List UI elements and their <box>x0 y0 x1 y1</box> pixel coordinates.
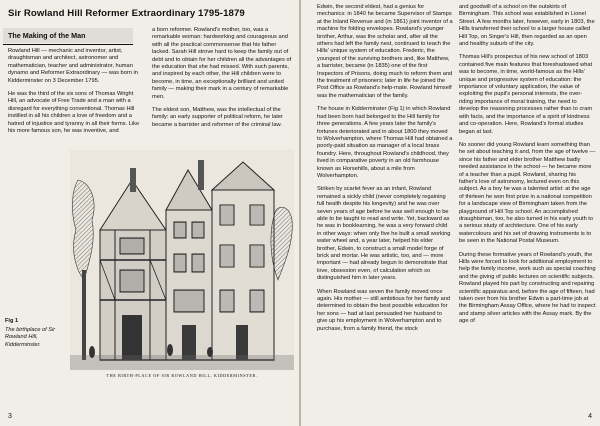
paragraph: Edwin, the second eldest, had a genius for mechanics: in 1840 he became Supervisor of Stamps at the Inland Revenue and (in 1861) joint inventor of a machine for folding envelopes. Rowland's younger brother, Arthur, was the scholar and, after all the others had left the family nest, continued to teach the Hills' unique system of education. Frederic, the youngest of the surviving brothers and, like Matthew, a barrister, became (in 1835) one of the first Inspectors of Prisons, doing much to reform them and the treatment of prisoners; later in life he joined the Post Office as Rowland's help-mate. Rowland himself was the mathematician of the family. <box>317 4 453 99</box>
paragraph: Thomas Hill's prospectus of his new school of 1803 contained five main features that foreshadowed what was to become, in time, world-famous as the Hills' unique and progressive system of education: the importance of voluntary application, the value of exploiting the pupil's personal interests, the over-riding importance of moral training, the need to develop the reasoning processes rather than to cram with facts, and the importance of a spirit of kindness and co-operation. Here, Rowland's formal studies began at last. <box>459 54 593 135</box>
engraving-caption: THE BIRTH-PLACE OF SIR ROWLAND HILL, KIDDERMINSTER. <box>106 373 258 378</box>
page-number: 3 <box>8 413 12 420</box>
section-rule <box>3 44 133 45</box>
paragraph: Rowland Hill — mechanic and inventor, artist, draughtsman and architect, astronomer and mathematician, teacher and administrator, human dynamo and Reformer Extraordinary — was born in Kidderminster on 3 December 1795. <box>8 48 138 84</box>
figure-caption-text: The birthplace of Sir Rowland Hill, Kidderminster. <box>5 327 56 348</box>
paragraph: No sooner did young Rowland learn something than he set about teaching it and, from the age of twelve — since his father and elder brother Matthew badly needed assistance in the school — he became more of a teacher than a pupil. Rowland, sharing his father's love of astronomy, lectured even on this subject. As a boy he was a talented artist: at the age of thirteen he won first prize in a national competition for a landscape view of Birmingham taken from the playground of Hill Top school. An accomplished draughtsman, too, he also turned in his early youth to a serious study of architecture. One of his early watercolours and his set of drawing instruments is to be seen in the National Postal Museum. <box>459 141 596 245</box>
paragraph: Striken by scarlet fever as an infant, Rowland remained a sickly child (never completely regaining full health despite his longevity) and he was over seven years of age before he was well enough to be able to be taught to read and write. Yet, backward as he was in booklearning, he was a very forward child in other ways: when only five he built a small working water wheel and, a year later, helped his elder brother, Edwin, to construct a small model forge of brick and mortar. He was artistic, too, and — more important — had already begun to demonstrate that love, obsession even, of calculation which so distinguished him in later years. <box>317 186 451 282</box>
paragraph: He was the third of the six sons of Thomas Wright Hill, an advocate of Free Trade and a man with a disregard for everything conventional. Thomas Hill instilled in all his children a love of freedom and a hatred of injustice and tyranny in all their forms. Like his more famous son, he was inventive, and <box>8 91 140 135</box>
paragraph: During these formative years of Rowland's youth, the Hills were forced to look for additional employment to help the family income, work such as special coaching and the giving of public lectures on scientific subjects. Rowland played his part by constructing and repairing scientific apparatus and, before the age of fifteen, had taken over from his brother Edwin a part-time job at the Birmingham Assay Office, where he had to inspect and stamp silver articles with the Assay mark. By the age of <box>459 251 596 325</box>
paragraph: and goodwill of a school on the outskirts of Birmingham. This school was established in Lionel Street. A few months later, however, early in 1803, the Hills transferred their school to a larger house called Hill Top, on Singer's Hill, then regarded as an open and healthy suburb of the city. <box>459 4 595 48</box>
paragraph: a born reformer. Rowland's mother, too, was a remarkable woman: hardworking and courageous and with all the practical commonsense that his father lacked. Sarah Hill strove hard to keep the family out of debt and to obtain for her children all the advantages of the education that she had missed. With such parents, and inspired by each other, the Hill children were to become, in time, an exceptionally brilliant and united family — making their mark in a century of remarkable men. <box>152 27 292 100</box>
left-column-1 <box>8 48 143 141</box>
paragraph: The eldest son, Matthew, was the intellectual of the family: an early supporter of political reform, he later became a barrister and reformer of the criminal law. <box>152 107 283 128</box>
page-number: 4 <box>588 413 592 420</box>
right-column-1 <box>317 4 453 339</box>
paragraph: The house in Kidderminster (Fig 1) in which Rowland had been born had belonged to the Hill family for three generations. A few years later the family's fortunes deteriorated and in about 1800 they moved to Wolverhampton, where Thomas Hill had obtained a poorly-paid situation as manager of a local brass foundry. Here, throughout Rowland's childhood, they lived in comparative poverty in an old farmhouse known as Horsehills, about a mile from Wolverhampton. <box>317 106 453 179</box>
figure-caption <box>5 318 63 349</box>
article-title: Sir Rowland Hill Reformer Extraordinary 1795-1879 <box>8 8 245 19</box>
birthplace-engraving <box>70 150 294 380</box>
section-heading: The Making of the Man <box>8 31 86 40</box>
figure-label: Fig 1 <box>5 318 19 324</box>
left-page <box>0 0 299 426</box>
paragraph: When Rowland was seven the family moved once again. His mother — still ambitious for her family and determined to obtain the best possible education for her sons — had at last persuaded her husband to give up his employment in Wolverhampton and to purchase, from a family friend, the stock <box>317 288 451 332</box>
right-page <box>301 0 600 426</box>
left-column-2 <box>152 27 294 135</box>
right-column-2 <box>459 4 596 332</box>
